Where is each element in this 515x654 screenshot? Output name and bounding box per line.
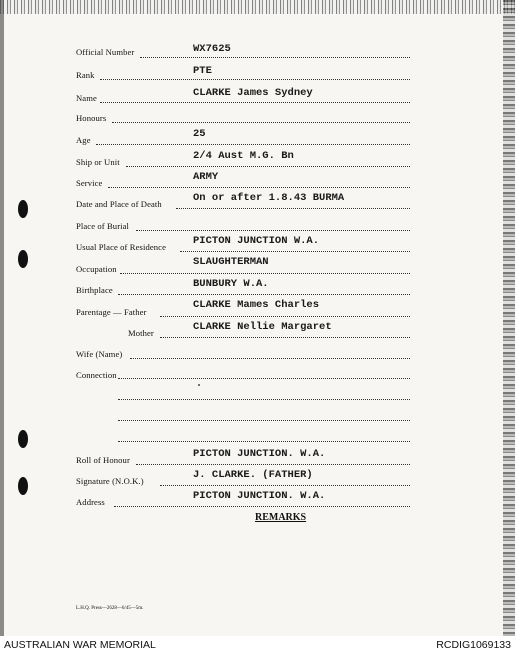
scan-edge-right: [503, 0, 515, 636]
value-rank: PTE: [193, 65, 212, 77]
value-usual-residence: PICTON JUNCTION W.A.: [193, 235, 320, 247]
label-name: Name: [76, 93, 97, 103]
line-date-place-of-death: [176, 208, 410, 209]
label-date-place-of-death: Date and Place of Death: [76, 199, 162, 209]
line-rank: [100, 79, 410, 80]
line-connection-4: [118, 441, 410, 442]
line-signature: [160, 485, 410, 486]
label-rank: Rank: [76, 70, 95, 80]
line-age: [96, 144, 410, 145]
label-age: Age: [76, 135, 91, 145]
value-father: CLARKE Mames Charles: [193, 299, 320, 311]
punch-hole-1: [18, 200, 28, 218]
label-wife: Wife (Name): [76, 349, 123, 359]
label-birthplace: Birthplace: [76, 285, 113, 295]
punch-hole-3: [18, 430, 28, 448]
line-roll-of-honour: [136, 464, 410, 465]
line-name: [100, 102, 410, 103]
value-signature: J. CLARKE. (FATHER): [193, 469, 313, 481]
remarks-heading: REMARKS: [255, 512, 307, 523]
value-roll-of-honour: PICTON JUNCTION. W.A.: [193, 448, 326, 460]
ink-speck: [198, 384, 200, 386]
footer-record-id: RCDIG1069133: [436, 639, 511, 651]
value-service: ARMY: [193, 171, 219, 183]
punch-hole-2: [18, 250, 28, 268]
line-mother: [160, 337, 410, 338]
label-service: Service: [76, 178, 103, 188]
value-occupation: SLAUGHTERMAN: [193, 256, 269, 268]
label-address: Address: [76, 497, 105, 507]
line-ship-or-unit: [126, 166, 410, 167]
line-wife: [130, 358, 410, 359]
line-connection-1: [118, 378, 410, 379]
value-official-number: WX7625: [193, 43, 231, 55]
line-father: [160, 316, 410, 317]
line-usual-residence: [180, 251, 410, 252]
label-roll-of-honour: Roll of Honour: [76, 455, 130, 465]
label-place-of-burial: Place of Burial: [76, 221, 130, 231]
value-ship-or-unit: 2/4 Aust M.G. Bn: [193, 150, 294, 162]
value-address: PICTON JUNCTION. W.A.: [193, 490, 326, 502]
label-mother: Mother: [128, 328, 154, 338]
line-birthplace: [118, 294, 410, 295]
label-occupation: Occupation: [76, 264, 117, 274]
archive-footer: [0, 636, 515, 654]
line-honours: [112, 122, 410, 123]
value-date-place-of-death: On or after 1.8.43 BURMA: [193, 192, 345, 204]
label-connection: Connection: [76, 370, 117, 380]
line-connection-2: [118, 399, 410, 400]
label-honours: Honours: [76, 113, 107, 123]
punch-hole-4: [18, 477, 28, 495]
line-occupation: [120, 273, 410, 274]
label-ship-or-unit: Ship or Unit: [76, 157, 120, 167]
line-official-number: [140, 57, 410, 58]
line-place-of-burial: [136, 230, 410, 231]
label-usual-residence: Usual Place of Residence: [76, 242, 166, 252]
printer-mark: L.H.Q. Press—2628—6/45—5m.: [76, 606, 144, 611]
value-age: 25: [193, 128, 206, 140]
label-father: Parentage — Father: [76, 307, 147, 317]
value-name: CLARKE James Sydney: [193, 87, 313, 99]
value-mother: CLARKE Nellie Margaret: [193, 321, 332, 333]
line-connection-3: [118, 420, 410, 421]
label-official-number: Official Number: [76, 47, 135, 57]
footer-institution: AUSTRALIAN WAR MEMORIAL: [4, 639, 156, 651]
scan-edge-top: [0, 0, 515, 14]
value-birthplace: BUNBURY W.A.: [193, 278, 269, 290]
line-service: [108, 187, 410, 188]
line-address: [114, 506, 410, 507]
label-signature: Signature (N.O.K.): [76, 476, 144, 486]
scan-edge-left: [0, 0, 4, 636]
